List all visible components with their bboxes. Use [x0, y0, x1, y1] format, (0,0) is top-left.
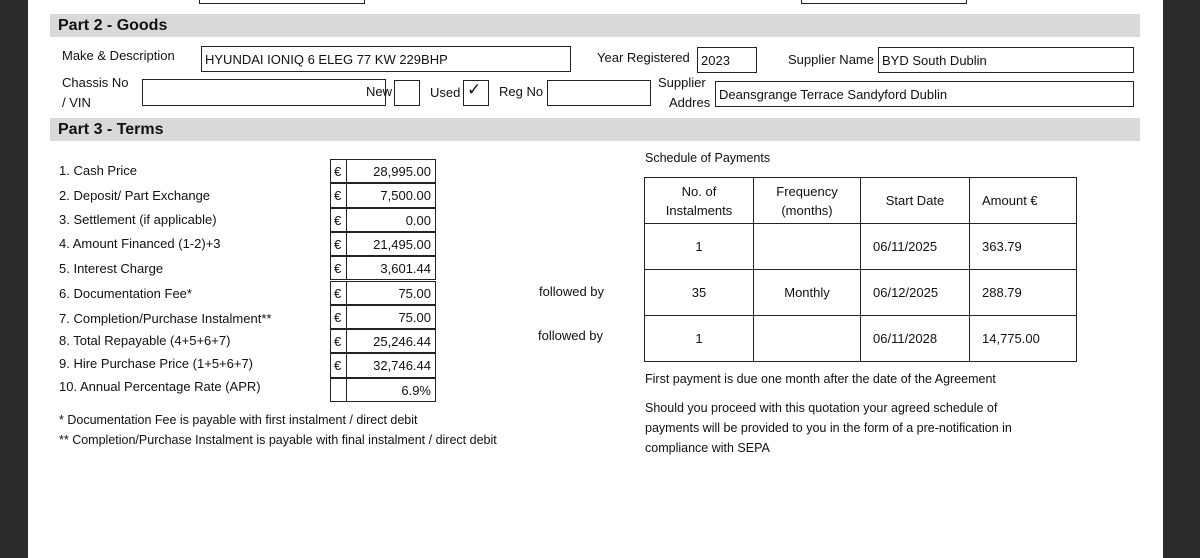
supplier-name-field[interactable] [878, 47, 1134, 73]
currency-divider [346, 160, 347, 182]
part2-header: Part 2 - Goods [50, 14, 1140, 37]
make-description-value: HYUNDAI IONIQ 6 ELEG 77 KW 229BHP [205, 52, 448, 67]
schedule-header-row [645, 178, 1077, 224]
schedule-instalments-cell: 1 [645, 316, 754, 362]
terms-amount-cell [330, 353, 436, 377]
schedule-start-date-cell: 06/11/2025 [861, 224, 970, 270]
currency-symbol: € [334, 285, 342, 301]
terms-amount-value: 75.00 [398, 285, 431, 301]
supplier-address-label-line1: Supplier [658, 75, 706, 90]
prev-field-right [801, 0, 967, 4]
currency-symbol: € [334, 212, 342, 228]
followed-by-label-1: followed by [539, 284, 605, 299]
chassis-label-line2: / VIN [62, 95, 91, 110]
chassis-vin-field[interactable] [142, 79, 386, 106]
year-registered-label: Year Registered [597, 50, 690, 65]
part3-header: Part 3 - Terms [50, 118, 1140, 141]
header-frequency [754, 178, 861, 224]
currency-divider [346, 184, 347, 206]
currency-symbol: € [334, 309, 342, 325]
schedule-start-date-cell: 06/12/2025 [861, 270, 970, 316]
schedule-row [645, 270, 1077, 316]
header-instalments-line1: No. of [681, 183, 717, 199]
schedule-frequency-cell: Monthly [754, 270, 861, 316]
footnote-documentation-fee: * Documentation Fee is payable with first instalment / direct debit [59, 413, 418, 427]
terms-amount-value: 75.00 [398, 309, 431, 325]
terms-amount-value: 25,246.44 [373, 334, 431, 350]
check-mark-icon: ✓ [467, 80, 482, 99]
terms-amount-cell [330, 378, 436, 402]
terms-amount-value: 21,495.00 [373, 236, 431, 252]
schedule-amount-cell: 363.79 [970, 224, 1077, 270]
reg-no-field[interactable] [547, 80, 651, 106]
header-amount: Amount € [970, 178, 1077, 224]
terms-item-label: 1. Cash Price [59, 163, 138, 178]
schedule-note-line1: Should you proceed with this quotation your agreed schedule of [645, 401, 998, 415]
supplier-name-value: BYD South Dublin [882, 53, 987, 68]
terms-item-label: 4. Amount Financed (1-2)+3 [59, 236, 221, 251]
footnote-completion-instalment: ** Completion/Purchase Instalment is payable with final instalment / direct debit [59, 433, 497, 447]
currency-symbol: € [334, 236, 342, 252]
schedule-note-line3: compliance with SEPA [645, 441, 770, 455]
currency-symbol: € [334, 261, 342, 277]
currency-divider [346, 282, 347, 304]
currency-symbol: € [334, 164, 342, 179]
terms-amount-value: 32,746.44 [373, 358, 431, 374]
currency-divider [346, 379, 347, 401]
chassis-label-line1: Chassis No [62, 75, 129, 90]
terms-amount-cell [330, 281, 436, 305]
header-start-date: Start Date [861, 178, 970, 224]
schedule-instalments-cell: 1 [645, 224, 754, 270]
currency-divider [346, 330, 347, 352]
used-label: Used [430, 85, 461, 100]
terms-amount-value: 28,995.00 [373, 164, 431, 179]
currency-symbol: € [334, 188, 342, 204]
terms-amount-cell [330, 183, 436, 207]
currency-symbol: € [334, 334, 342, 350]
terms-item-label: 10. Annual Percentage Rate (APR) [59, 379, 261, 394]
year-registered-field[interactable] [697, 47, 757, 73]
schedule-frequency-cell [754, 316, 861, 362]
prev-field-left [199, 0, 365, 4]
make-description-field[interactable] [201, 46, 571, 72]
currency-symbol: € [334, 358, 342, 374]
schedule-table [644, 177, 1077, 362]
terms-item-label: 5. Interest Charge [59, 261, 164, 276]
schedule-row [645, 224, 1077, 270]
header-frequency-line2: (months) [781, 202, 833, 218]
currency-divider [346, 209, 347, 231]
terms-item-label: 6. Documentation Fee* [59, 286, 192, 301]
terms-amount-value: 6.9% [401, 382, 431, 398]
new-checkbox[interactable] [394, 80, 420, 106]
schedule-frequency-cell [754, 224, 861, 270]
terms-item-label: 8. Total Repayable (4+5+6+7) [59, 333, 231, 348]
supplier-name-label: Supplier Name [788, 52, 874, 67]
used-checkbox[interactable] [463, 80, 489, 106]
schedule-title: Schedule of Payments [645, 151, 771, 165]
header-instalments-line2: Instalments [665, 202, 733, 218]
schedule-instalments-cell: 35 [645, 270, 754, 316]
followed-by-label-2: followed by [538, 328, 604, 343]
currency-divider [346, 354, 347, 376]
terms-amount-value: 7,500.00 [380, 188, 431, 204]
supplier-address-value: Deansgrange Terrace Sandyford Dublin [719, 87, 948, 102]
terms-amount-cell [330, 159, 436, 183]
schedule-note-first-payment: First payment is due one month after the date of the Agreement [645, 372, 996, 386]
new-label: New [366, 84, 393, 99]
schedule-note-line2: payments will be provided to you in the form of a pre-notification in [645, 421, 1012, 435]
schedule-start-date-cell: 06/11/2028 [861, 316, 970, 362]
terms-amount-cell [330, 208, 436, 232]
schedule-row [645, 316, 1077, 362]
terms-item-label: 7. Completion/Purchase Instalment** [59, 311, 272, 326]
terms-amount-value: 3,601.44 [380, 261, 431, 277]
currency-divider [346, 306, 347, 328]
make-label: Make & Description [62, 48, 175, 63]
terms-amount-cell [330, 256, 436, 280]
header-frequency-line1: Frequency [776, 183, 838, 199]
terms-amount-cell [330, 305, 436, 329]
schedule-amount-cell: 14,775.00 [970, 316, 1077, 362]
year-registered-value: 2023 [701, 53, 730, 68]
terms-item-label: 3. Settlement (if applicable) [59, 212, 217, 227]
terms-item-label: 2. Deposit/ Part Exchange [59, 188, 211, 203]
reg-no-label: Reg No [499, 84, 544, 99]
terms-amount-cell [330, 232, 436, 256]
currency-divider [346, 233, 347, 255]
supplier-address-label-line2: Addres [669, 95, 711, 110]
header-instalments [645, 178, 754, 224]
supplier-address-field[interactable] [715, 81, 1134, 107]
terms-amount-value: 0.00 [405, 212, 431, 228]
terms-amount-cell [330, 329, 436, 353]
currency-divider [346, 257, 347, 279]
schedule-amount-cell: 288.79 [970, 270, 1077, 316]
terms-item-label: 9. Hire Purchase Price (1+5+6+7) [59, 356, 254, 371]
document-page [28, 0, 1163, 558]
